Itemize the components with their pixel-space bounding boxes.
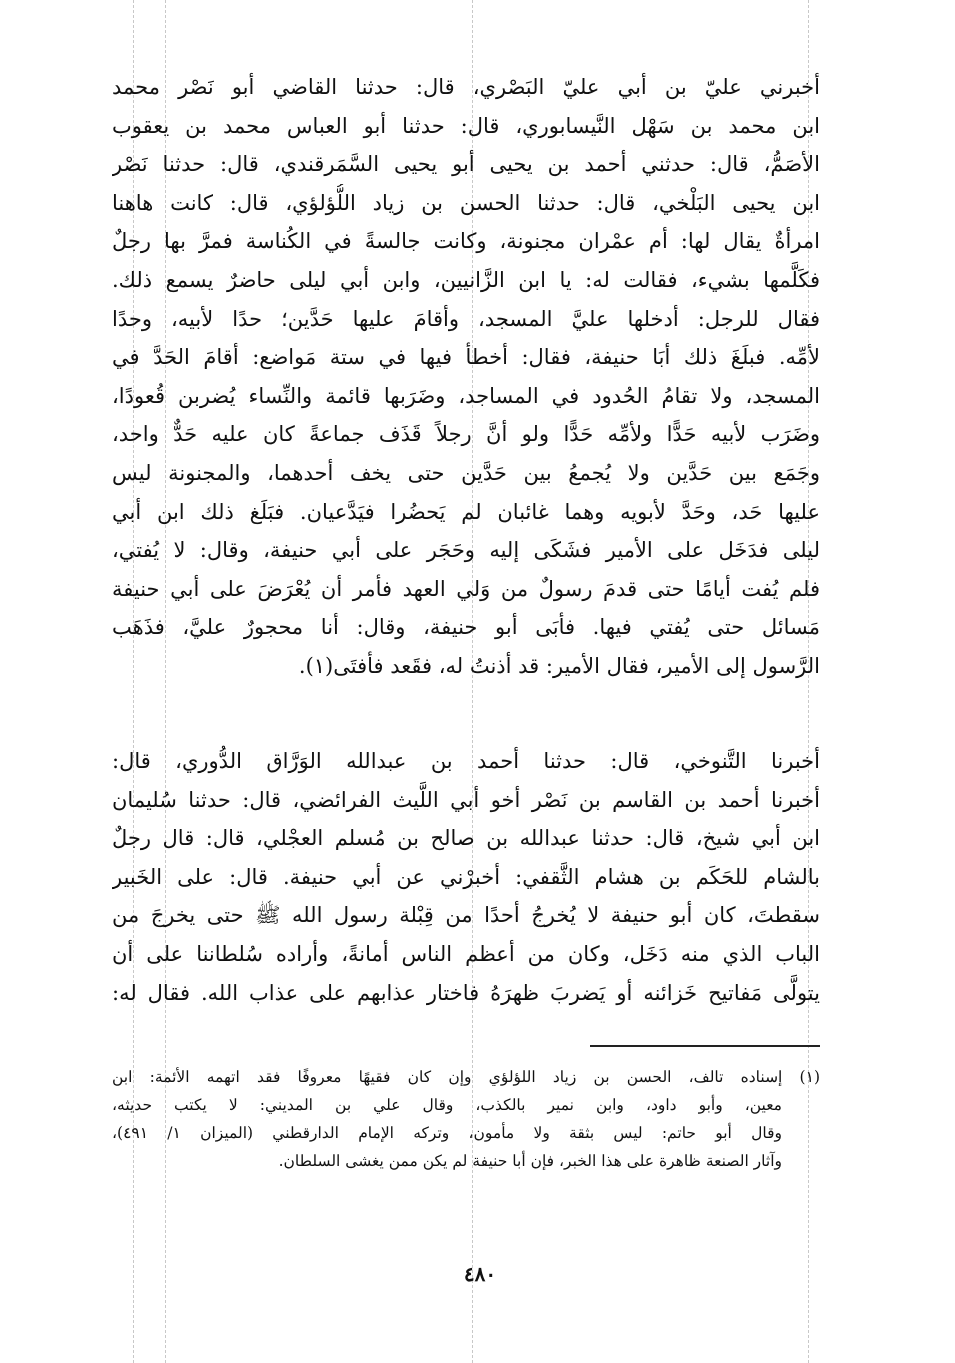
text-line: أخبرنا أحمد بن القاسم بن نَصْر أخو أبي اللَّيث الفرائضي، قال: حدثنا سُليمان (112, 787, 820, 812)
text-line: وضَرَب لأبيه حَدًّا ولأمِّه حَدًّا ولو أنَّ رجلاً قَذَف جماعةً كان عليه حَدٌّ واحد، (112, 422, 820, 447)
page-number: ٤٨٠ (463, 1262, 497, 1286)
text-line: عليها حَد، وحَدَّ لأبويه وهما غائبان لم يَحضُرا فيَدَّعيان. فبَلَغ ذلك ابن أبي (112, 499, 820, 524)
footnote (112, 1063, 820, 1175)
text-line: وجَمَع بين حَدَّين ولا يُجمعُ بين حَدَّين حتى يخف أحدهما، والمجنونة ليس (112, 460, 820, 485)
text-line: ابن أبي شيخ، قال: حدثنا عبدالله بن صالح بن مُسلم العجْلي، قال: قال رجلٌ (112, 826, 820, 851)
text-line: لأمِّه. فبلَغَ ذلك أبَا حنيفة، فقال: أخطأ فيها في ستة مَواضع: أقامَ الحَدَّ في (112, 345, 820, 370)
text-line: امرأةٌ يقال لها: أم عمْران مجنونة، وكانت جالسةً في الكُناسة فمرَّ بها رجلٌ (112, 229, 820, 254)
text-line: المسجد، ولا تقامُ الحُدود في المساجد، وضَرَبها قائمة والنِّساء يُضربن قُعودًا، (112, 383, 820, 408)
text-line: الباب الذي منه دَخَل، وكان من أعظم الناس أمانةً، وأراده سُلطاننا على أن (112, 941, 820, 966)
footnote-line: وآثار الصنعة ظاهرة على هذا الخبر، فإن أبا حنيفة لم يكن ممن يغشى السلطان. (278, 1152, 782, 1170)
text-line: الرَّسول إلى الأمير، فقال الأمير: قد أذنتُ له، فقَعد فأفتَى(١). (298, 653, 820, 678)
footnote-line: وقال أبو حاتم: ليس بثقة ولا مأمون، وتركه الإمام الدارقطني (الميزان ١/ ٤٩١)، (112, 1124, 782, 1142)
text-line: ليلى فدَخَل على الأمير فشَكَى إليه وحَجَر على أبي حنيفة، وقال: لا يُفتي، (112, 538, 820, 563)
text-line: ابن محمد بن سَهْل النَّيسابوري، قال: حدثنا أبو العباس محمد بن يعقوب (112, 113, 820, 138)
text-line: فكَلَّمها بشيء، فقالت له: يا ابن الزَّانيين، وابن أبي ليلى حاضرٌ يسمع ذلك. (112, 267, 820, 292)
text-line: الأصَمُّ، قال: حدثني أحمد بن يحيى أبو يحيى السَّمَرقندي، قال: حدثنا نَصْر (112, 152, 820, 177)
text-line: فقال للرجل: أدخلها عليَّ المسجد، وأقامَ عليها حَدَّين؛ حدًا لأبيه، وحدًا (112, 306, 820, 331)
paragraph-2 (112, 742, 820, 1012)
text-line: أخبرني عليّ بن أبي عليّ البَصْري، قال: حدثنا القاضي أبو نَصْر محمد (112, 75, 820, 99)
footnote-separator (590, 1045, 820, 1047)
text-line: بالشام للحَكَم بن هشام الثَّقفي: أخبرْني عن أبي حنيفة. قال: على الخَبير (112, 864, 820, 889)
text-line: فلم يُفت أيامًا حتى قدمَ رسولٌ من وَلي العهد فأمر أن يُعْرَضَ على أبي حنيفة (112, 576, 820, 601)
text-line: مَسائل حتى يُفتي فيها. فأبَى أبو حنيفة، وقال: أنا محجورٌ عليَّ، فذَهَب (112, 615, 820, 640)
text-line: أخبرنا التَّنوخي، قال: حدثنا أحمد بن عبدالله الوَرَّاق الدُّوري، قال: (112, 749, 820, 773)
footnote-line: معين، وأبو داود، وابن نمير بالكذب، وقال علي بن المديني: لا يكتب حديثه، (112, 1096, 782, 1114)
text-line: سقطتَ، كان أبو حنيفة لا يُخرجُ أحدًا من قِبْلة رسول الله ﷺ حتى يخرجَ من (112, 903, 820, 928)
text-line: يتولَّى مَفاتيح خَزائنه أو يَضربَ ظهرَهُ فاختار عذابهم على عذاب الله. فقال له: (112, 980, 820, 1005)
footnote-line: (١) إسناده تالف، الحسن بن زياد اللؤلؤي وإن كان فقيهًا معروفًا فقد اتهمه الأئمة: ابن (112, 1068, 820, 1086)
text-line: ابن يحيى البَلْخي، قال: حدثنا الحسن بن زياد اللُّؤلؤي، قال: كانت هاهنا (112, 190, 820, 215)
paragraph-1 (112, 68, 820, 686)
